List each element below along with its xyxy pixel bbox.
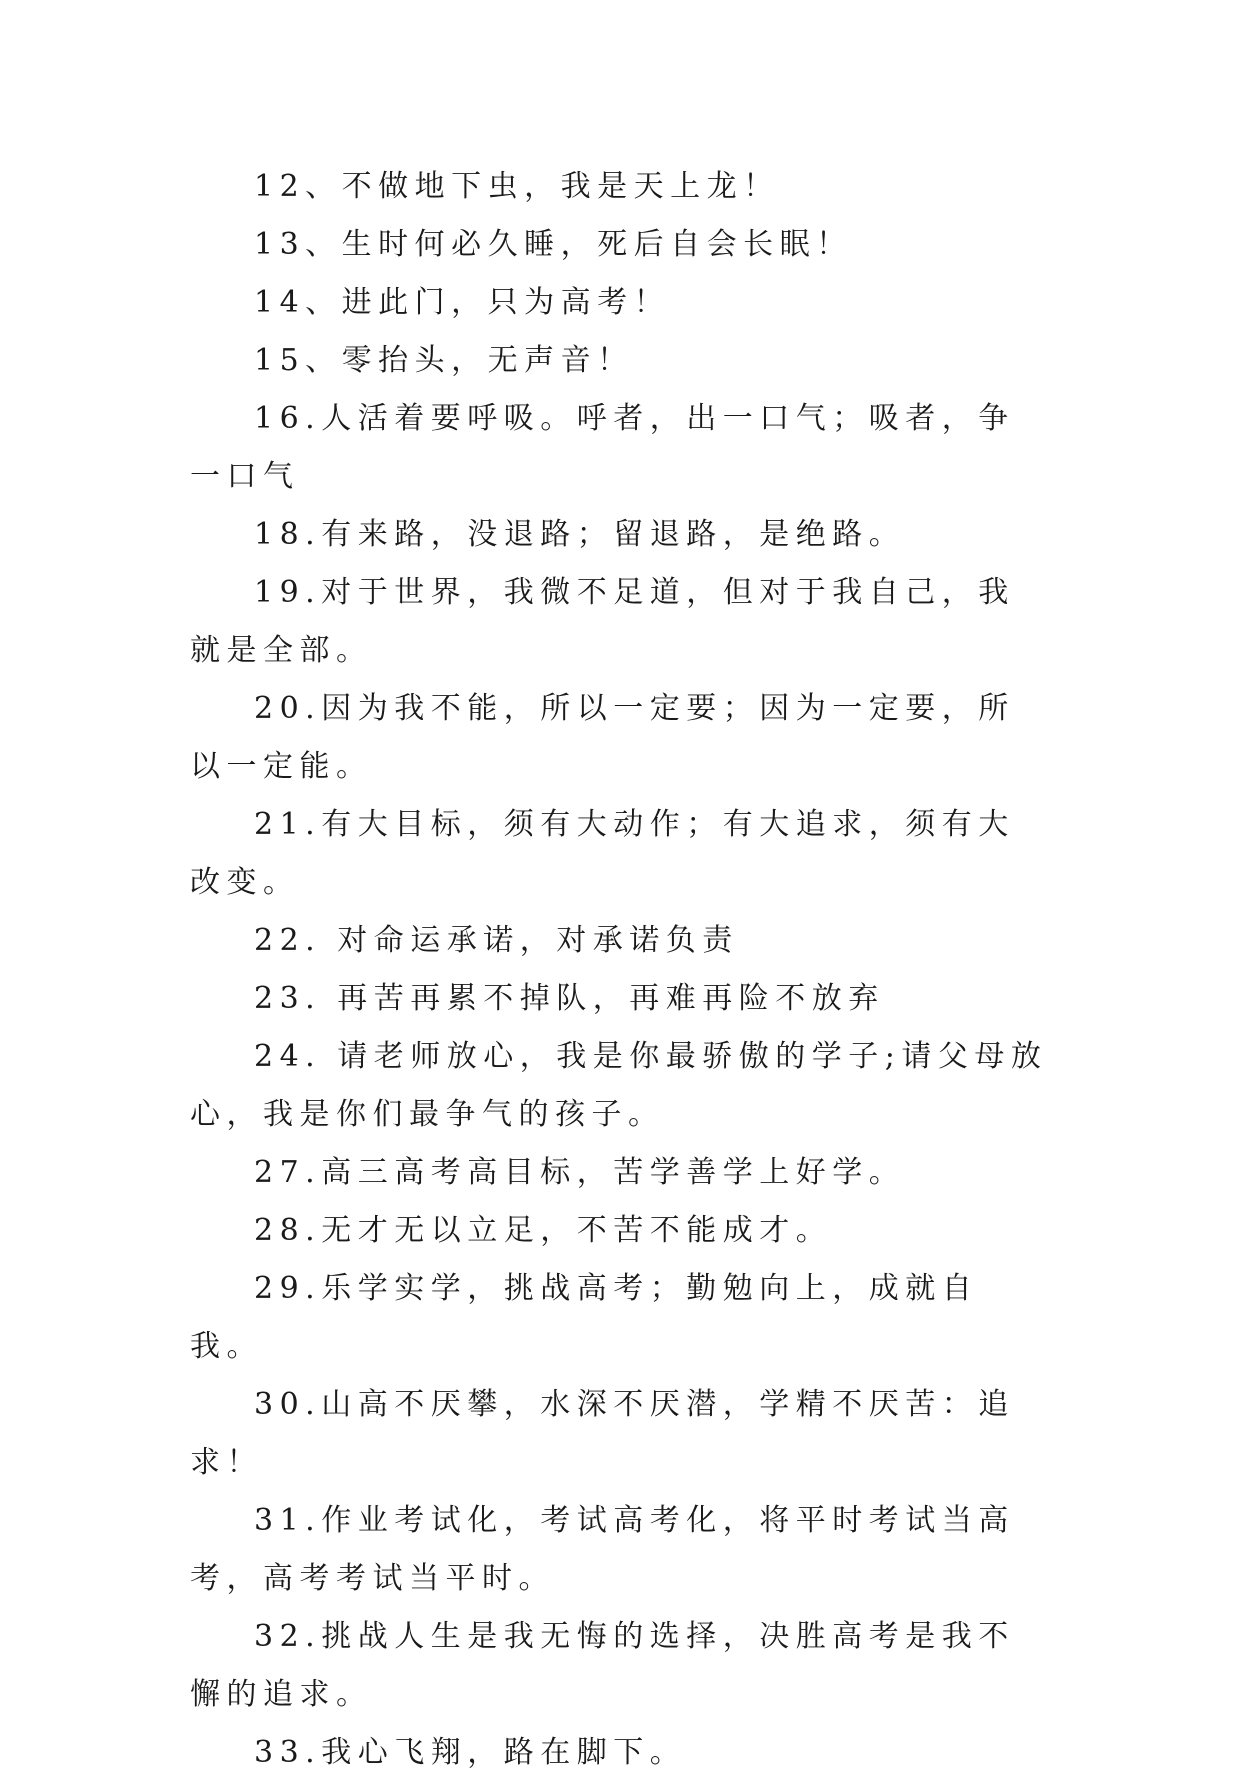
paragraph-20: 20.因为我不能，所以一定要；因为一定要，所以一定能。 [190,691,1015,784]
paragraph-14: 14、进此门，只为高考！ [254,285,671,320]
paragraph-27: 27.高三高考高目标，苦学善学上好学。 [254,1155,906,1190]
paragraph-32: 32.挑战人生是我无悔的选择，决胜高考是我不懈的追求。 [190,1619,1015,1712]
paragraph-31: 31.作业考试化，考试高考化，将平时考试当高考，高考考试当平时。 [190,1503,1015,1596]
paragraph-19: 19.对于世界，我微不足道，但对于我自己，我就是全部。 [190,575,1015,668]
paragraph-24: 24. 请老师放心，我是你最骄傲的学子;请父母放心，我是你们最争气的孩子。 [190,1039,1048,1132]
paragraph-29: 29.乐学实学，挑战高考；勤勉向上，成就自我。 [190,1271,979,1364]
paragraph-23: 23. 再苦再累不掉队，再难再险不放弃 [254,981,885,1016]
paragraph-15: 15、零抬头，无声音！ [254,343,634,378]
paragraph-28: 28.无才无以立足，不苦不能成才。 [254,1213,833,1248]
paragraph-18: 18.有来路，没退路；留退路，是绝路。 [254,517,906,552]
paragraph-13: 13、生时何必久睡，死后自会长眠！ [254,227,853,262]
paragraph-21: 21.有大目标，须有大动作；有大追求，须有大改变。 [190,807,1015,900]
paragraph-33: 33.我心飞翔，路在脚下。 [254,1735,687,1770]
paragraph-12: 12、不做地下虫，我是天上龙！ [254,169,780,204]
document-body [190,158,1050,1782]
paragraph-30: 30.山高不厌攀，水深不厌潜，学精不厌苦：追求！ [190,1387,1015,1480]
paragraph-16: 16.人活着要呼吸。呼者，出一口气；吸者，争一口气 [190,401,1015,494]
paragraph-22: 22. 对命运承诺，对承诺负责 [254,923,739,958]
